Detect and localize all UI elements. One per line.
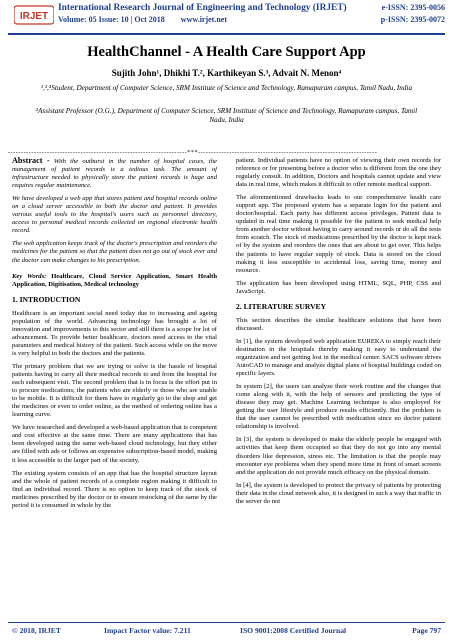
survey-para-2: In [1], the system developed web application EUREKA to simply reach their destination in the hospitals thereby making it easy to understand the organization and not getting lost in the medical center. SACS software drives AutoCAD to manage and analyze digital plans of hospital buildings coded on specific layers. — [236, 337, 441, 378]
journal-website[interactable]: www.irjet.net — [180, 15, 228, 24]
journal-name: International Research Journal of Engineering and Technology (IRJET) — [58, 3, 347, 13]
eissn: e-ISSN: 2395-0056 — [381, 3, 445, 12]
footer-impact: Impact Factor value: 7.211 — [104, 626, 191, 635]
paper-authors: Sujith John¹, Dhikhi T.², Karthikeyan S.³, Advait N. Menon⁴ — [111, 68, 342, 78]
keywords-text: Healthcare, Cloud Service Application, Smart Health Application, Digitisation, Medical technology — [12, 272, 217, 288]
header-rule — [8, 33, 445, 35]
survey-para-5: In [4], the system is developed to protect the privacy of patients by protecting their data in the cloud network also, it is designed in such a way that traffic in the server do not — [236, 481, 441, 505]
right-para-3: The application has been developed using HTML, SQL, PHP, CSS and JavaScript. — [236, 279, 441, 295]
footer-iso: ISO 9001:2008 Certified Journal — [240, 626, 347, 635]
intro-para-1: Healthcare is an important social need today due to increasing and ageing population of the world. Advancing technology has brought a lot of innovation and improvements to this sector and still there is a scope for lot of advancement. To provide better healthcare, doctors need access to the vital parameters and medical history of the patient. Such access while on the move is very helpful to both the doctors and the patients. — [12, 309, 217, 357]
abstract-para-2: We have developed a web app that stores patient and hospital records online on a cloud server accessible to both the doctor and patient. It provides various useful tools to the hospital's users such as personnel directory, access to personal medical records collected on regional electronic health record. — [12, 195, 217, 235]
keywords — [12, 273, 217, 289]
irjet-logo — [14, 4, 54, 30]
left-column — [12, 157, 217, 515]
survey-heading: 2. LITERATURE SURVEY — [236, 301, 327, 311]
keywords-heading: Key Words: — [12, 272, 47, 280]
survey-para-4: In [3], the system is developed to make the elderly people be engaged with activities that keep them occupied so that they do not go into any mental disorders like depression, stress etc. The limitation is that the people may encounter eye problems when they spend more time in front of smart screens and the application do not provide much efficacy on the physical domain. — [236, 436, 441, 476]
intro-para-2: The primary problem that we are trying to solve is the hassle of hospital patients having to carry all their medical records to and from the hospital for each subsequent visit. The second problem that is in focus is the effort put in to procure medications; the patients who are elderly or those who are unable to be mobile. It is difficult for them have to regularly go to the shop and get the medicines or even to order online, as the method of ordering online has a learning curve. — [12, 362, 217, 419]
footer-page: Page 797 — [412, 626, 441, 635]
right-para-2: The aforementioned drawbacks leads to our comprehensive health care support app. The proposed system has a separate login for the patient and doctor/hospital. Each party has different access privileges. Patient data is updated in real time making it possible for the patient to seek medical help from another doctor without having to carry around records or do all the tests from scratch. The stock of medications prescribed by the doctor is kept track of by the system and reorders the ones that are about to get over. This helps the patients to have regular supply of stock. Data is stored on the cloud making it less susceptible to accidental loss, saving time, money and resource. — [236, 194, 441, 274]
volume-info: Volume: 05 Issue: 10 | Oct 2018 — [58, 15, 165, 24]
affiliation-professor: ²Assistant Professor (O.G.), Department of Computer Science, SRM Institute of Science and Technology, Ramapuram campus, Tamil Nadu, India — [35, 107, 418, 124]
right-column — [236, 157, 441, 511]
footer-rule — [8, 622, 445, 623]
intro-heading: 1. INTRODUCTION — [12, 294, 81, 304]
right-para-1: patient. Individual patients have no option of viewing their own records for reference or for presenting before a doctor who is different from the one they regularly consult. In addition, Doctors and hospitals cannot update and view data in real time, which makes it difficult to offer remote medical support. — [236, 157, 441, 189]
abstract-heading: Abstract - — [12, 156, 50, 165]
journal-volume-line — [58, 15, 241, 24]
footer-copyright: © 2018, IRJET — [12, 626, 61, 635]
journal-header — [0, 0, 453, 38]
survey-para-1: This section describes the similar healthcare solutions that have been discussed. — [236, 316, 441, 332]
abstract-para-1 — [12, 157, 217, 190]
abstract-text-1: With the outburst in the number of hospital cases, the management of patient records is a tedious task. The amount of infrastructure needed to physically store the patient records is huge and requires regular maintenance. — [12, 158, 217, 190]
affiliation-students: ¹,³,⁴Student, Department of Computer Science, SRM Institute of Science and Technology, Ramapuram campus, Tamil Nadu, India — [40, 84, 413, 92]
separator-line: ---------------------------------------------------------------------***--------------------------------------------------------------------- — [8, 150, 378, 156]
intro-para-4: The existing system consists of an app that has the hospital structure layout and the whole of patient records of a complete region making it difficult to find an individual record. There is no option to keep track of the stock of medicines prescribed by the doctor or to ensure restocking of the same by the period it is consumed in whole by the — [12, 469, 217, 509]
pissn: p-ISSN: 2395-0072 — [380, 15, 445, 24]
svg-text:IRJET: IRJET — [19, 11, 49, 22]
abstract-para-3: The web application keeps track of the doctor's prescription and reorders the medicines for the patient so that the patient does not go out of stock ever and the doctor can make changes to his prescription. — [12, 240, 217, 264]
survey-para-3: In system [2], the users can analyze their work routine and the changes that come along with it, with the help of sensors and predicting the type of disease they may get. Machine Learning technique is also employed for getting the user lifestyle and produce results efficiently. But the problem is that the user cannot be prescribed with medication since no doctor patient relationship is involved. — [236, 383, 441, 431]
paper-title: HealthChannel - A Health Care Support App — [87, 44, 366, 60]
intro-para-3: We have researched and developed a web-based application that is competent and cost effective at the same time. There are many applications that has been developed using the same web-based cloud technology, but they either are filled with ads or follows an expensive subscription-based model, making it less accessible to the larger part of the society. — [12, 424, 217, 464]
